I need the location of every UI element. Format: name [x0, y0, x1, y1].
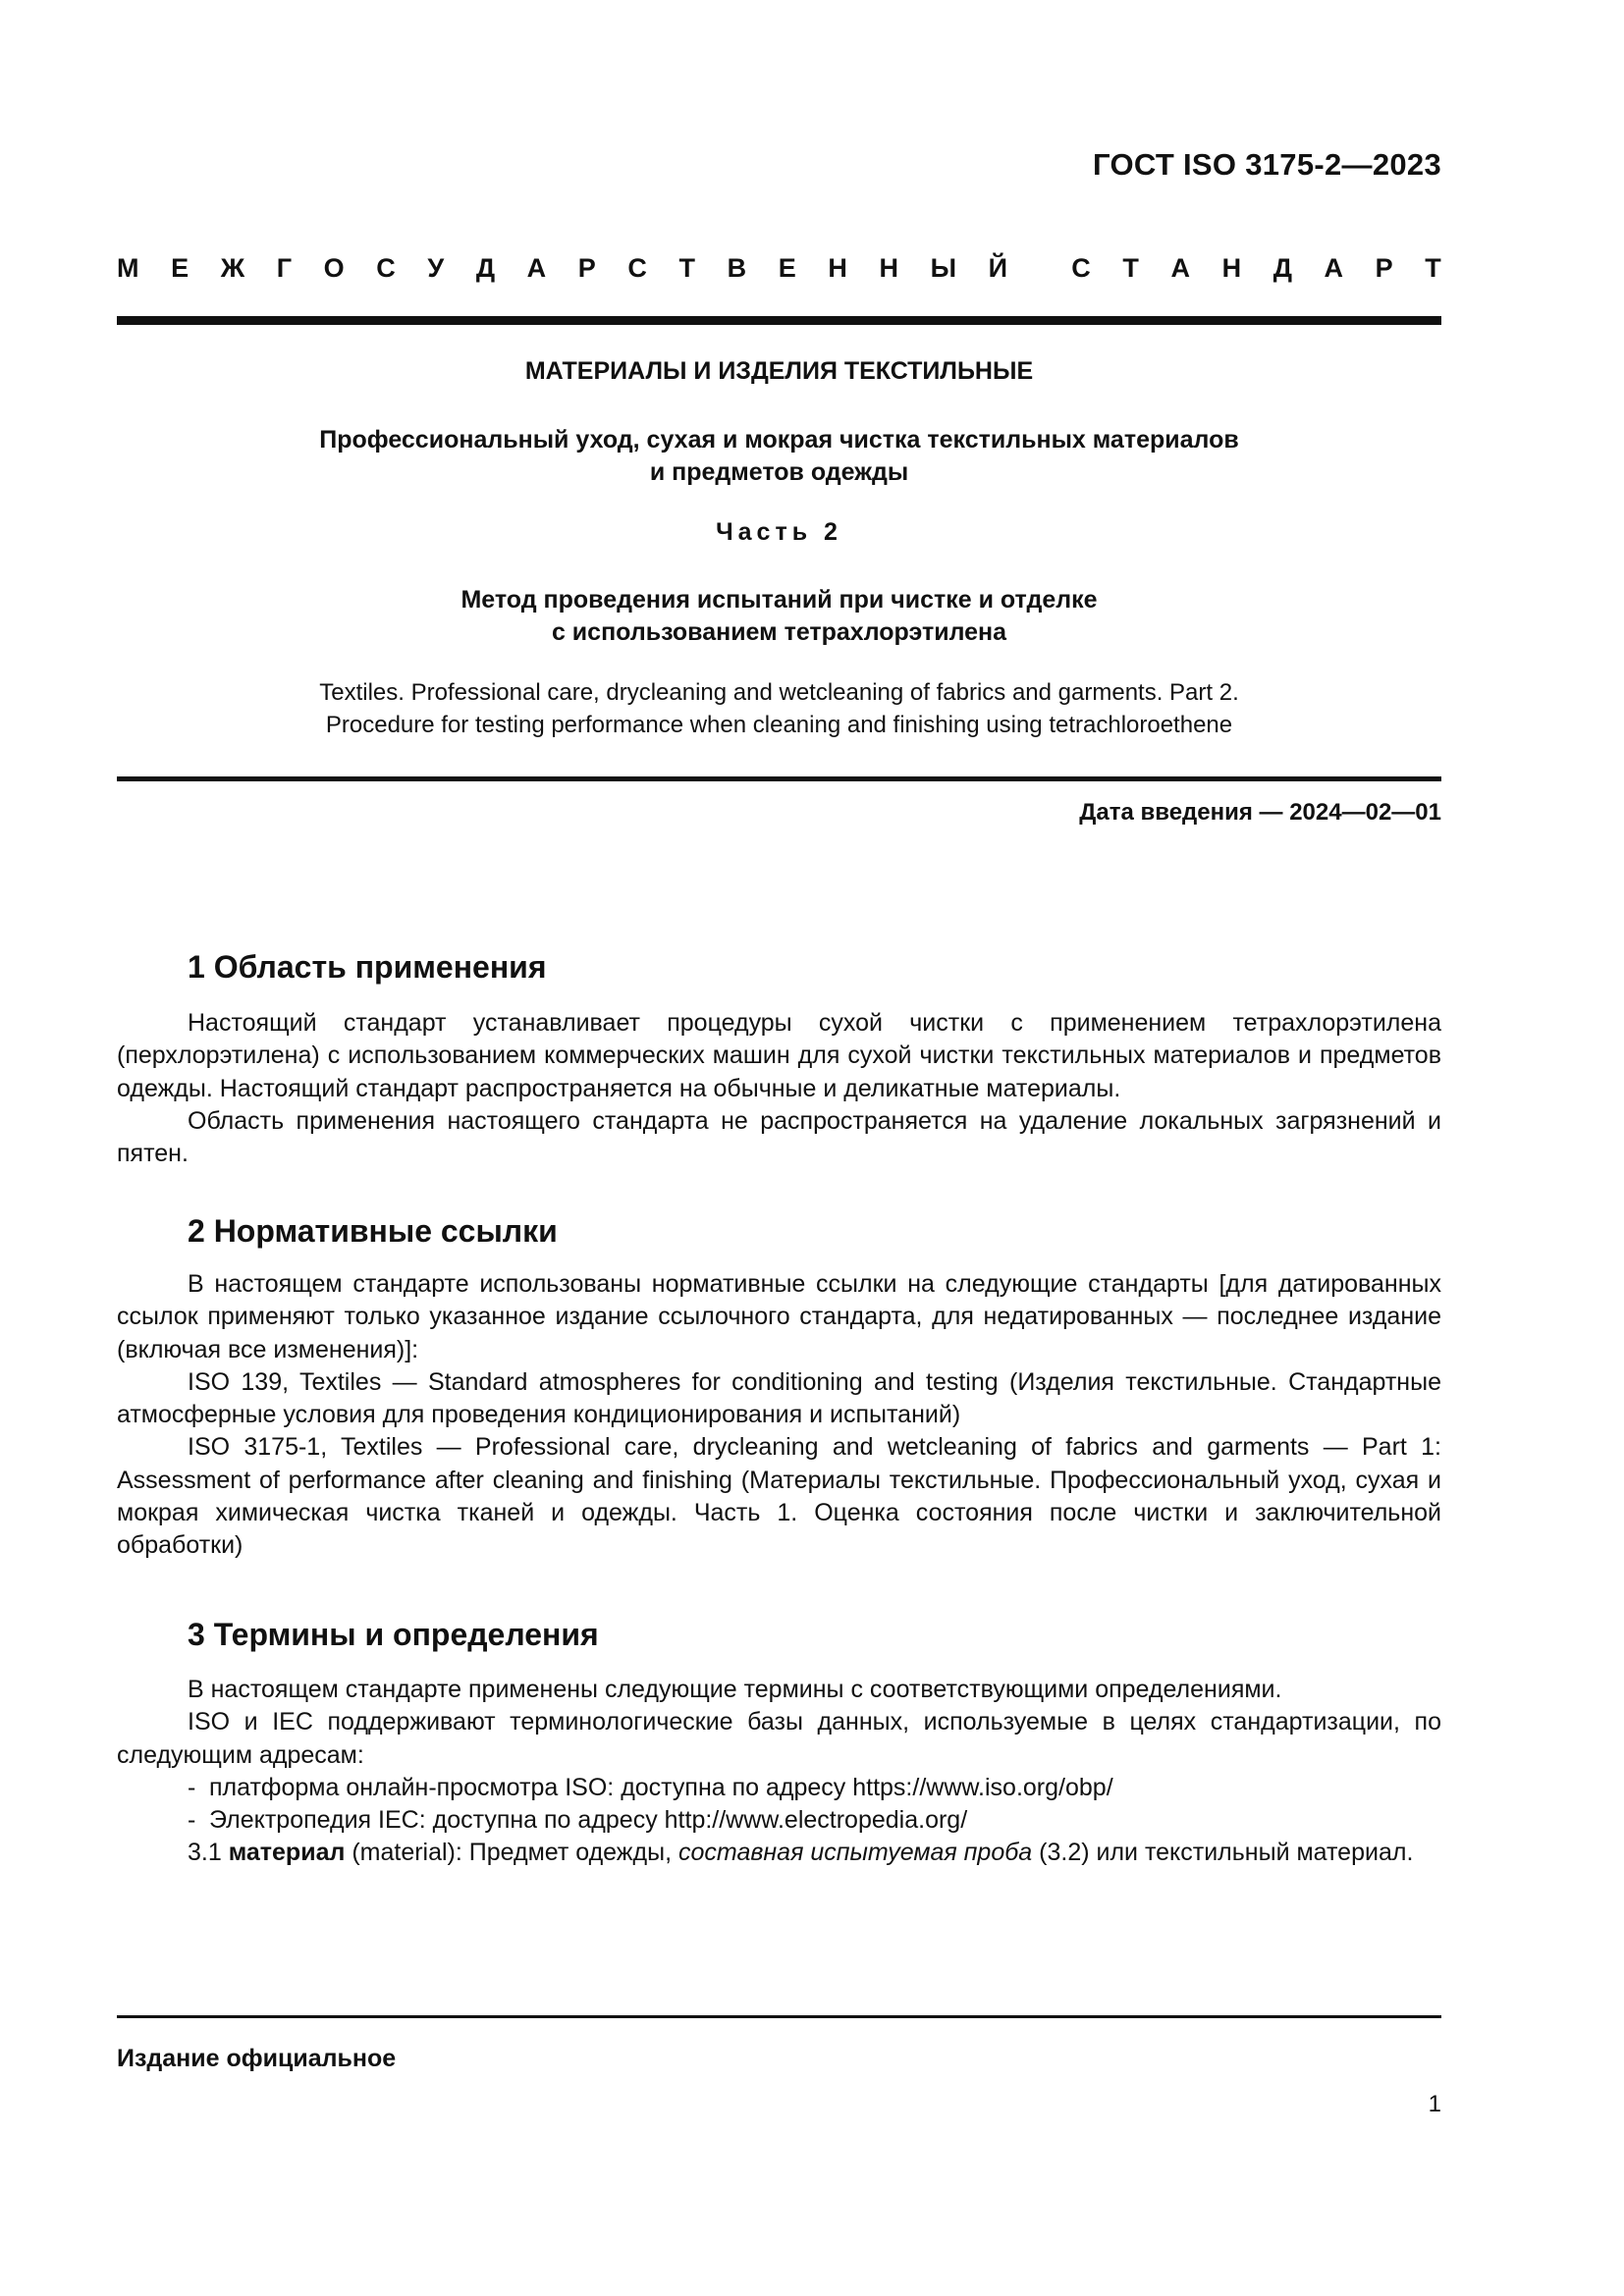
top-rule-divider — [117, 316, 1441, 325]
banner-letter: С — [627, 253, 647, 283]
banner-letter: У — [427, 253, 445, 283]
standard-title: МАТЕРИАЛЫ И ИЗДЕЛИЯ ТЕКСТИЛЬНЫЕ — [524, 357, 1034, 385]
banner-letter: А — [1170, 253, 1190, 283]
introduction-date: Дата введения — 2024—02—01 — [1079, 799, 1441, 826]
reference-entry: ISO 3175-1, Textiles — Professional care, drycleaning and wetcleaning of fabrics and garments — Part 1: Assessment of performance after cleaning and finishing (Материалы текстильные. Профессиональный уход, сухая и мокрая химическая чистка тканей и одежды. Часть 1. Оценка состояния после чистки и заключительной обработки) — [117, 1433, 1441, 1560]
banner-letter: С — [376, 253, 396, 283]
term-definition-rest: (3.2) или текстильный материал. — [1039, 1839, 1414, 1867]
list-item-text: Электропедия IEC: доступна по адресу http://www.electropedia.org/ — [209, 1806, 968, 1835]
banner-letter: Р — [577, 253, 596, 283]
banner-letter: А — [1324, 253, 1344, 283]
subtitle-line: Профессиональный уход, сухая и мокрая чистка текстильных материалов — [319, 426, 1239, 454]
part-label: Часть 2 — [716, 518, 842, 546]
banner-letter: М — [117, 253, 139, 283]
page-number: 1 — [1428, 2091, 1441, 2117]
list-item-text: платформа онлайн-просмотра ISO: доступна по адресу https://www.iso.org/obp/ — [209, 1773, 1113, 1801]
banner-letter: Н — [1221, 253, 1242, 283]
paragraph: Область применения настоящего стандарта не распространяется на удаление локальных загрязнений и пятен. — [117, 1106, 1441, 1168]
banner-letter: Е — [171, 253, 189, 283]
list-dash: - — [188, 1773, 196, 1801]
list-dash: - — [188, 1806, 196, 1835]
banner-letter: Р — [1375, 253, 1393, 283]
banner-letter: Т — [1425, 253, 1441, 283]
document-number: ГОСТ ISO 3175-2—2023 — [1093, 147, 1441, 182]
list-item — [117, 1804, 1441, 1837]
banner-letter: Д — [1272, 253, 1292, 283]
part-title-line: Метод проведения испытаний при чистке и отделке — [460, 586, 1098, 614]
footer-rule-divider — [117, 2015, 1441, 2018]
section-heading: 2 Нормативные ссылки — [188, 1213, 558, 1249]
term-cross-reference: составная испытуемая проба — [678, 1839, 1033, 1867]
paragraph: В настоящем стандарте использованы нормативные ссылки на следующие стандарты [для датированных ссылок применяют только указанное издание ссылочного стандарта, для недатированных — последнее издание (включая все изменения)]: — [117, 1270, 1441, 1363]
banner-letter: Й — [988, 253, 1008, 283]
banner-letter: Ж — [220, 253, 245, 283]
standard-subtitle — [117, 424, 1441, 489]
paragraph: В настоящем стандарте применены следующие термины с соответствующими определениями. — [188, 1676, 1282, 1703]
subtitle-line: и предметов одежды — [649, 458, 909, 486]
term-name: материал — [228, 1839, 346, 1867]
banner-letter: О — [323, 253, 345, 283]
banner-letter: Т — [1122, 253, 1139, 283]
official-edition-label: Издание официальное — [117, 2045, 397, 2072]
banner-letter: Ы — [930, 253, 957, 283]
banner-letter: Н — [828, 253, 847, 283]
banner-letter: Н — [879, 253, 898, 283]
section-body — [117, 1674, 1441, 1870]
term-number: 3.1 — [188, 1839, 222, 1867]
part-title-line: с использованием тетрахлорэтилена — [551, 618, 1007, 646]
banner-letter: Д — [475, 253, 496, 283]
banner-letter: Е — [778, 253, 796, 283]
banner-letter: С — [1071, 253, 1091, 283]
banner-letter: Г — [276, 253, 293, 283]
english-title-line: Textiles. Professional care, drycleaning and wetcleaning of fabrics and garments. Part 2. — [319, 679, 1239, 706]
english-title — [117, 676, 1441, 741]
section-heading: 1 Область применения — [188, 949, 547, 985]
term-english: (material): Предмет одежды, — [352, 1839, 673, 1867]
title-block-divider — [117, 776, 1441, 781]
interstate-standard-banner — [117, 253, 1441, 284]
section-heading: 3 Термины и определения — [188, 1617, 599, 1652]
term-definition — [117, 1837, 1441, 1869]
list-item — [117, 1772, 1441, 1804]
banner-letter: А — [526, 253, 547, 283]
banner-letter: Т — [678, 253, 696, 283]
banner-letter: В — [727, 253, 747, 283]
part-title — [117, 584, 1441, 649]
reference-entry: ISO 139, Textiles — Standard atmospheres for conditioning and testing (Изделия текстильные. Стандартные атмосферные условия для проведения кондиционирования и испытаний) — [117, 1367, 1441, 1429]
paragraph: Настоящий стандарт устанавливает процедуры сухой чистки с применением тетрахлорэтилена (перхлорэтилена) с использованием коммерческих машин для сухой чистки текстильных материалов и предметов одежды. Настоящий стандарт распространяется на обычные и деликатные материалы. — [117, 1009, 1441, 1102]
english-title-line: Procedure for testing performance when cleaning and finishing using tetrachloroethene — [325, 712, 1233, 738]
paragraph: ISO и IEC поддерживают терминологические базы данных, используемые в целях стандартизации, по следующим адресам: — [117, 1708, 1441, 1769]
section-body — [117, 1007, 1441, 1170]
section-body — [117, 1268, 1441, 1563]
